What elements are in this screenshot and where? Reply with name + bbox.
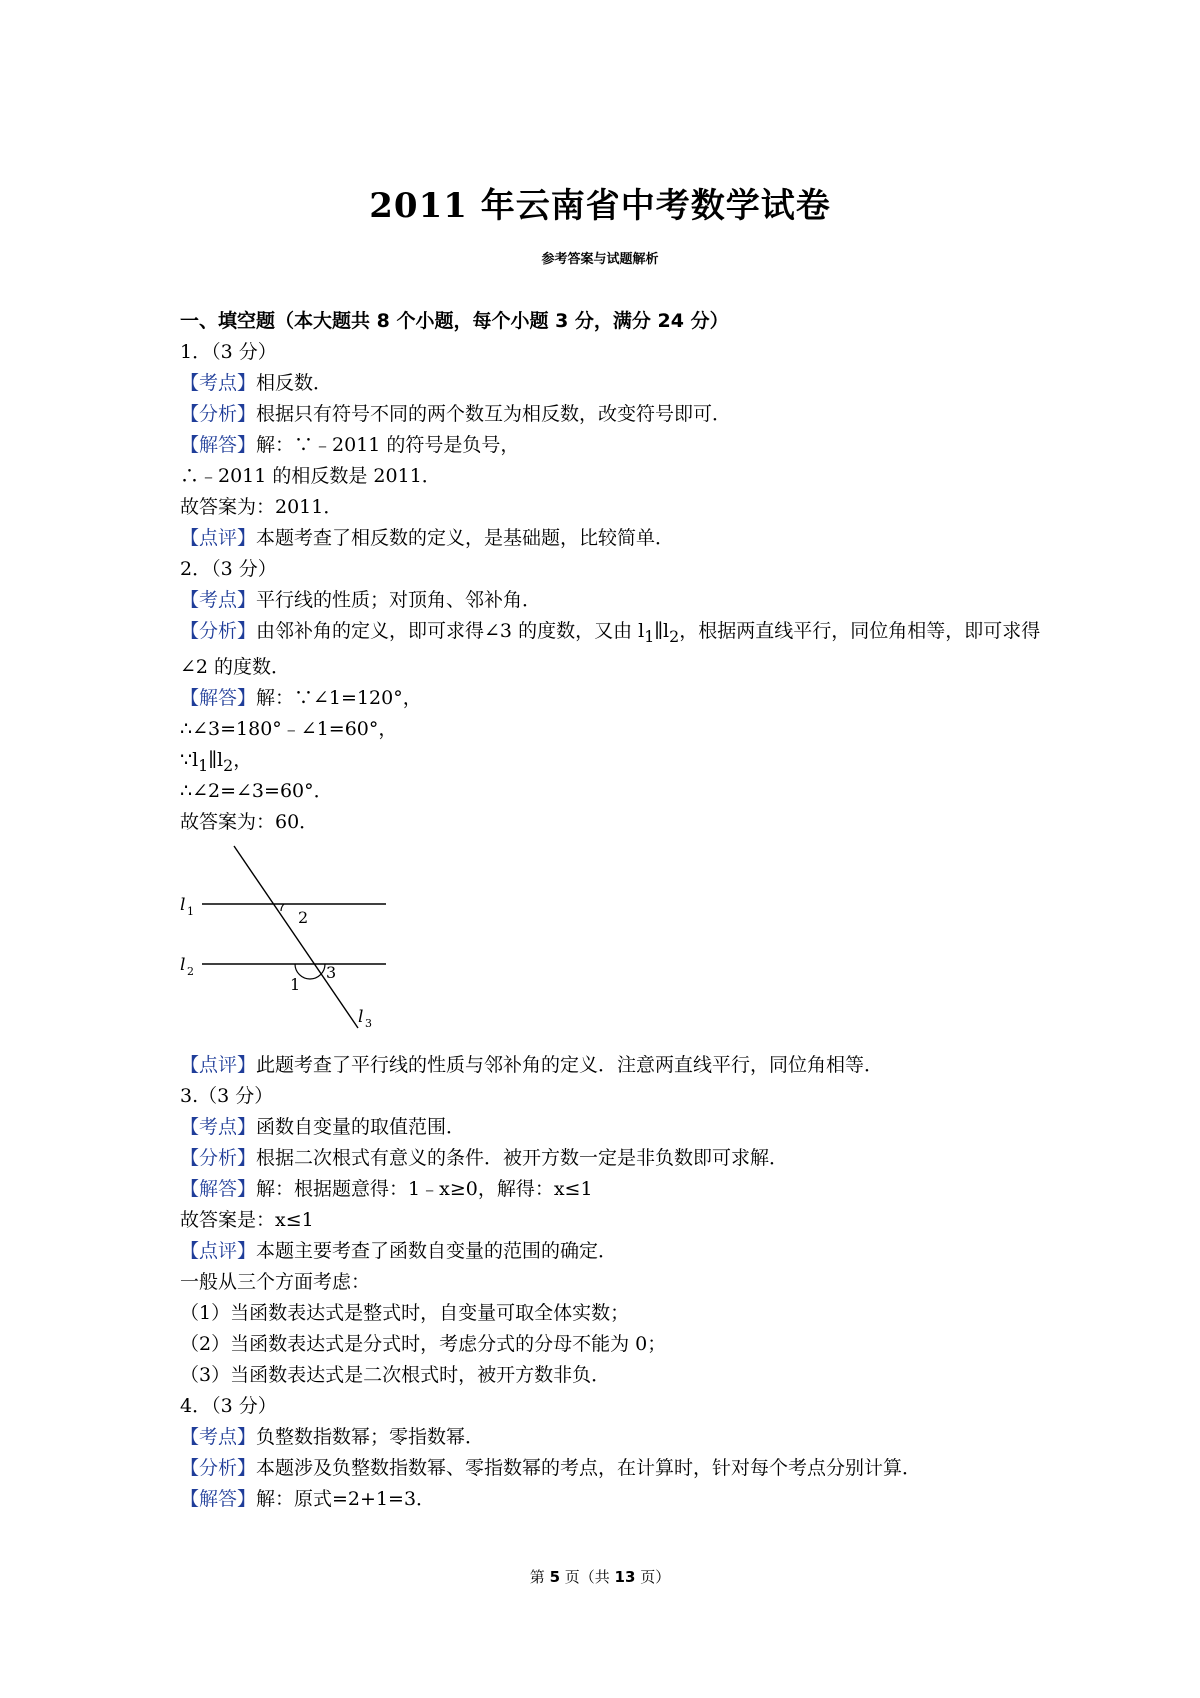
footer-page-number: 5 [549, 1568, 560, 1586]
jieda-tag: 【解答】 [180, 434, 257, 456]
kaodian-tag: 【考点】 [180, 372, 257, 394]
angle-2-arc [281, 904, 284, 911]
question-3-header: 3.（3 分） [180, 1084, 274, 1107]
q3-answer: 故答案是：x≤1 [180, 1208, 314, 1231]
q3-kaodian [180, 1112, 1060, 1143]
label-angle-1: 1 [290, 974, 301, 994]
label-angle-3: 3 [326, 962, 337, 982]
label-l2: l [180, 954, 186, 975]
q3-jieda [180, 1174, 1060, 1205]
q2-fenxi-text-a: 由邻补角的定义，即可求得∠3 的度数，又由 l [256, 620, 645, 642]
q4-fenxi [180, 1453, 1060, 1484]
label-l3-sub: 3 [365, 1016, 372, 1030]
q2-fenxi-sub1: 1 [644, 626, 655, 646]
q3-fenxi [180, 1143, 1060, 1174]
q1-jieda [180, 430, 1060, 461]
question-1-header: 1．（3 分） [180, 341, 277, 363]
q1-jieda-text: 解：∵﹣2011 的符号是负号， [256, 434, 520, 456]
q3-jieda-text: 解：根据题意得：1﹣x≥0，解得：x≤1 [256, 1177, 593, 1200]
q2-fenxi-text-b: ∥l [654, 620, 670, 642]
q1-dianping [180, 523, 1060, 554]
q1-solution-line: ∴﹣2011 的相反数是 2011． [180, 465, 441, 487]
fenxi-tag: 【分析】 [180, 620, 257, 642]
q2-solution-line [180, 745, 1060, 776]
page-footer [0, 1566, 1200, 1587]
parallel-lines-figure [180, 844, 420, 1048]
q2-kaodian-text: 平行线的性质；对顶角、邻补角． [256, 589, 542, 611]
q3-fenxi-text: 根据二次根式有意义的条件．被开方数一定是非负数即可求解． [256, 1146, 789, 1169]
q2-fenxi-sub2: 2 [669, 626, 680, 646]
dianping-tag: 【点评】 [180, 1239, 257, 1262]
page-subtitle: 参考答案与试题解析 [541, 252, 659, 267]
question-4-header: 4．（3 分） [180, 1394, 277, 1417]
document-body [180, 306, 1060, 1515]
q2-line3-a: ∵l [180, 748, 199, 771]
label-l1-sub: 1 [187, 904, 194, 918]
q2-jieda-text: 解：∵∠1=120°， [256, 686, 422, 709]
fenxi-tag: 【分析】 [180, 1146, 257, 1169]
q4-jieda [180, 1484, 1060, 1515]
section-heading: 一、填空题（本大题共 8 个小题，每个小题 3 分，满分 24 分） [180, 310, 729, 332]
kaodian-tag: 【考点】 [180, 589, 257, 611]
kaodian-tag: 【考点】 [180, 1115, 257, 1138]
q4-fenxi-text: 本题涉及负整数指数幂、零指数幂的考点，在计算时，针对每个考点分别计算． [256, 1456, 922, 1479]
q2-answer: 故答案为：60． [180, 810, 319, 833]
q3-note-line: （1）当函数表达式是整式时，自变量可取全体实数； [180, 1301, 630, 1324]
footer-text-c: 页） [635, 1568, 671, 1586]
label-l2-sub: 2 [187, 964, 194, 978]
q2-line3-sub1: 1 [198, 755, 209, 775]
line-l3 [234, 846, 358, 1028]
jieda-tag: 【解答】 [180, 1177, 257, 1200]
q2-dianping [180, 1050, 1060, 1081]
q2-line3-b: ∥l [208, 748, 224, 771]
q1-answer: 故答案为：2011． [180, 496, 343, 518]
kaodian-tag: 【考点】 [180, 1425, 257, 1448]
question-2-header: 2．（3 分） [180, 558, 277, 580]
q2-fenxi-text-c: ，根据两直线平行，同位角相等，即可求得∠2 的度数． [180, 620, 1041, 678]
q2-kaodian [180, 585, 1060, 616]
q2-jieda [180, 683, 1060, 714]
footer-text-a: 第 [529, 1568, 550, 1586]
jieda-tag: 【解答】 [180, 686, 257, 709]
q4-jieda-text: 解：原式=2+1=3． [256, 1487, 436, 1510]
q1-fenxi-text: 根据只有符号不同的两个数互为相反数，改变符号即可． [256, 403, 732, 425]
label-angle-2: 2 [298, 907, 309, 927]
q2-line3-sub2: 2 [223, 755, 234, 775]
q3-note-line: （3）当函数表达式是二次根式时，被开方数非负． [180, 1363, 611, 1386]
q3-note-line: 一般从三个方面考虑： [180, 1270, 371, 1293]
fenxi-tag: 【分析】 [180, 403, 257, 425]
q1-kaodian-text: 相反数． [256, 372, 333, 394]
dianping-tag: 【点评】 [180, 527, 257, 549]
q1-kaodian [180, 368, 1060, 399]
q2-solution-line: ∴∠2=∠3=60°． [180, 779, 333, 802]
q1-dianping-text: 本题考查了相反数的定义，是基础题，比较简单． [256, 527, 675, 549]
q1-fenxi [180, 399, 1060, 430]
footer-text-b: 页（共 [560, 1568, 615, 1586]
q3-kaodian-text: 函数自变量的取值范围． [256, 1115, 466, 1138]
footer-total-pages: 13 [614, 1568, 636, 1586]
q2-fenxi [180, 616, 1060, 683]
q2-solution-line: ∴∠3=180°﹣∠1=60°， [180, 717, 398, 740]
q4-kaodian-text: 负整数指数幂；零指数幂． [256, 1425, 485, 1448]
label-l1: l [180, 894, 186, 915]
q2-dianping-text: 此题考查了平行线的性质与邻补角的定义．注意两直线平行，同位角相等． [256, 1053, 884, 1076]
jieda-tag: 【解答】 [180, 1487, 257, 1510]
q3-dianping-text: 本题主要考查了函数自变量的范围的确定． [256, 1239, 618, 1262]
fenxi-tag: 【分析】 [180, 1456, 257, 1479]
page-title: 2011 年云南省中考数学试卷 [369, 186, 831, 226]
q2-line3-c: ， [233, 748, 253, 771]
q4-kaodian [180, 1422, 1060, 1453]
q3-note-line: （2）当函数表达式是分式时，考虑分式的分母不能为 0； [180, 1332, 667, 1355]
q3-dianping [180, 1236, 1060, 1267]
dianping-tag: 【点评】 [180, 1053, 257, 1076]
label-l3: l [358, 1006, 364, 1027]
